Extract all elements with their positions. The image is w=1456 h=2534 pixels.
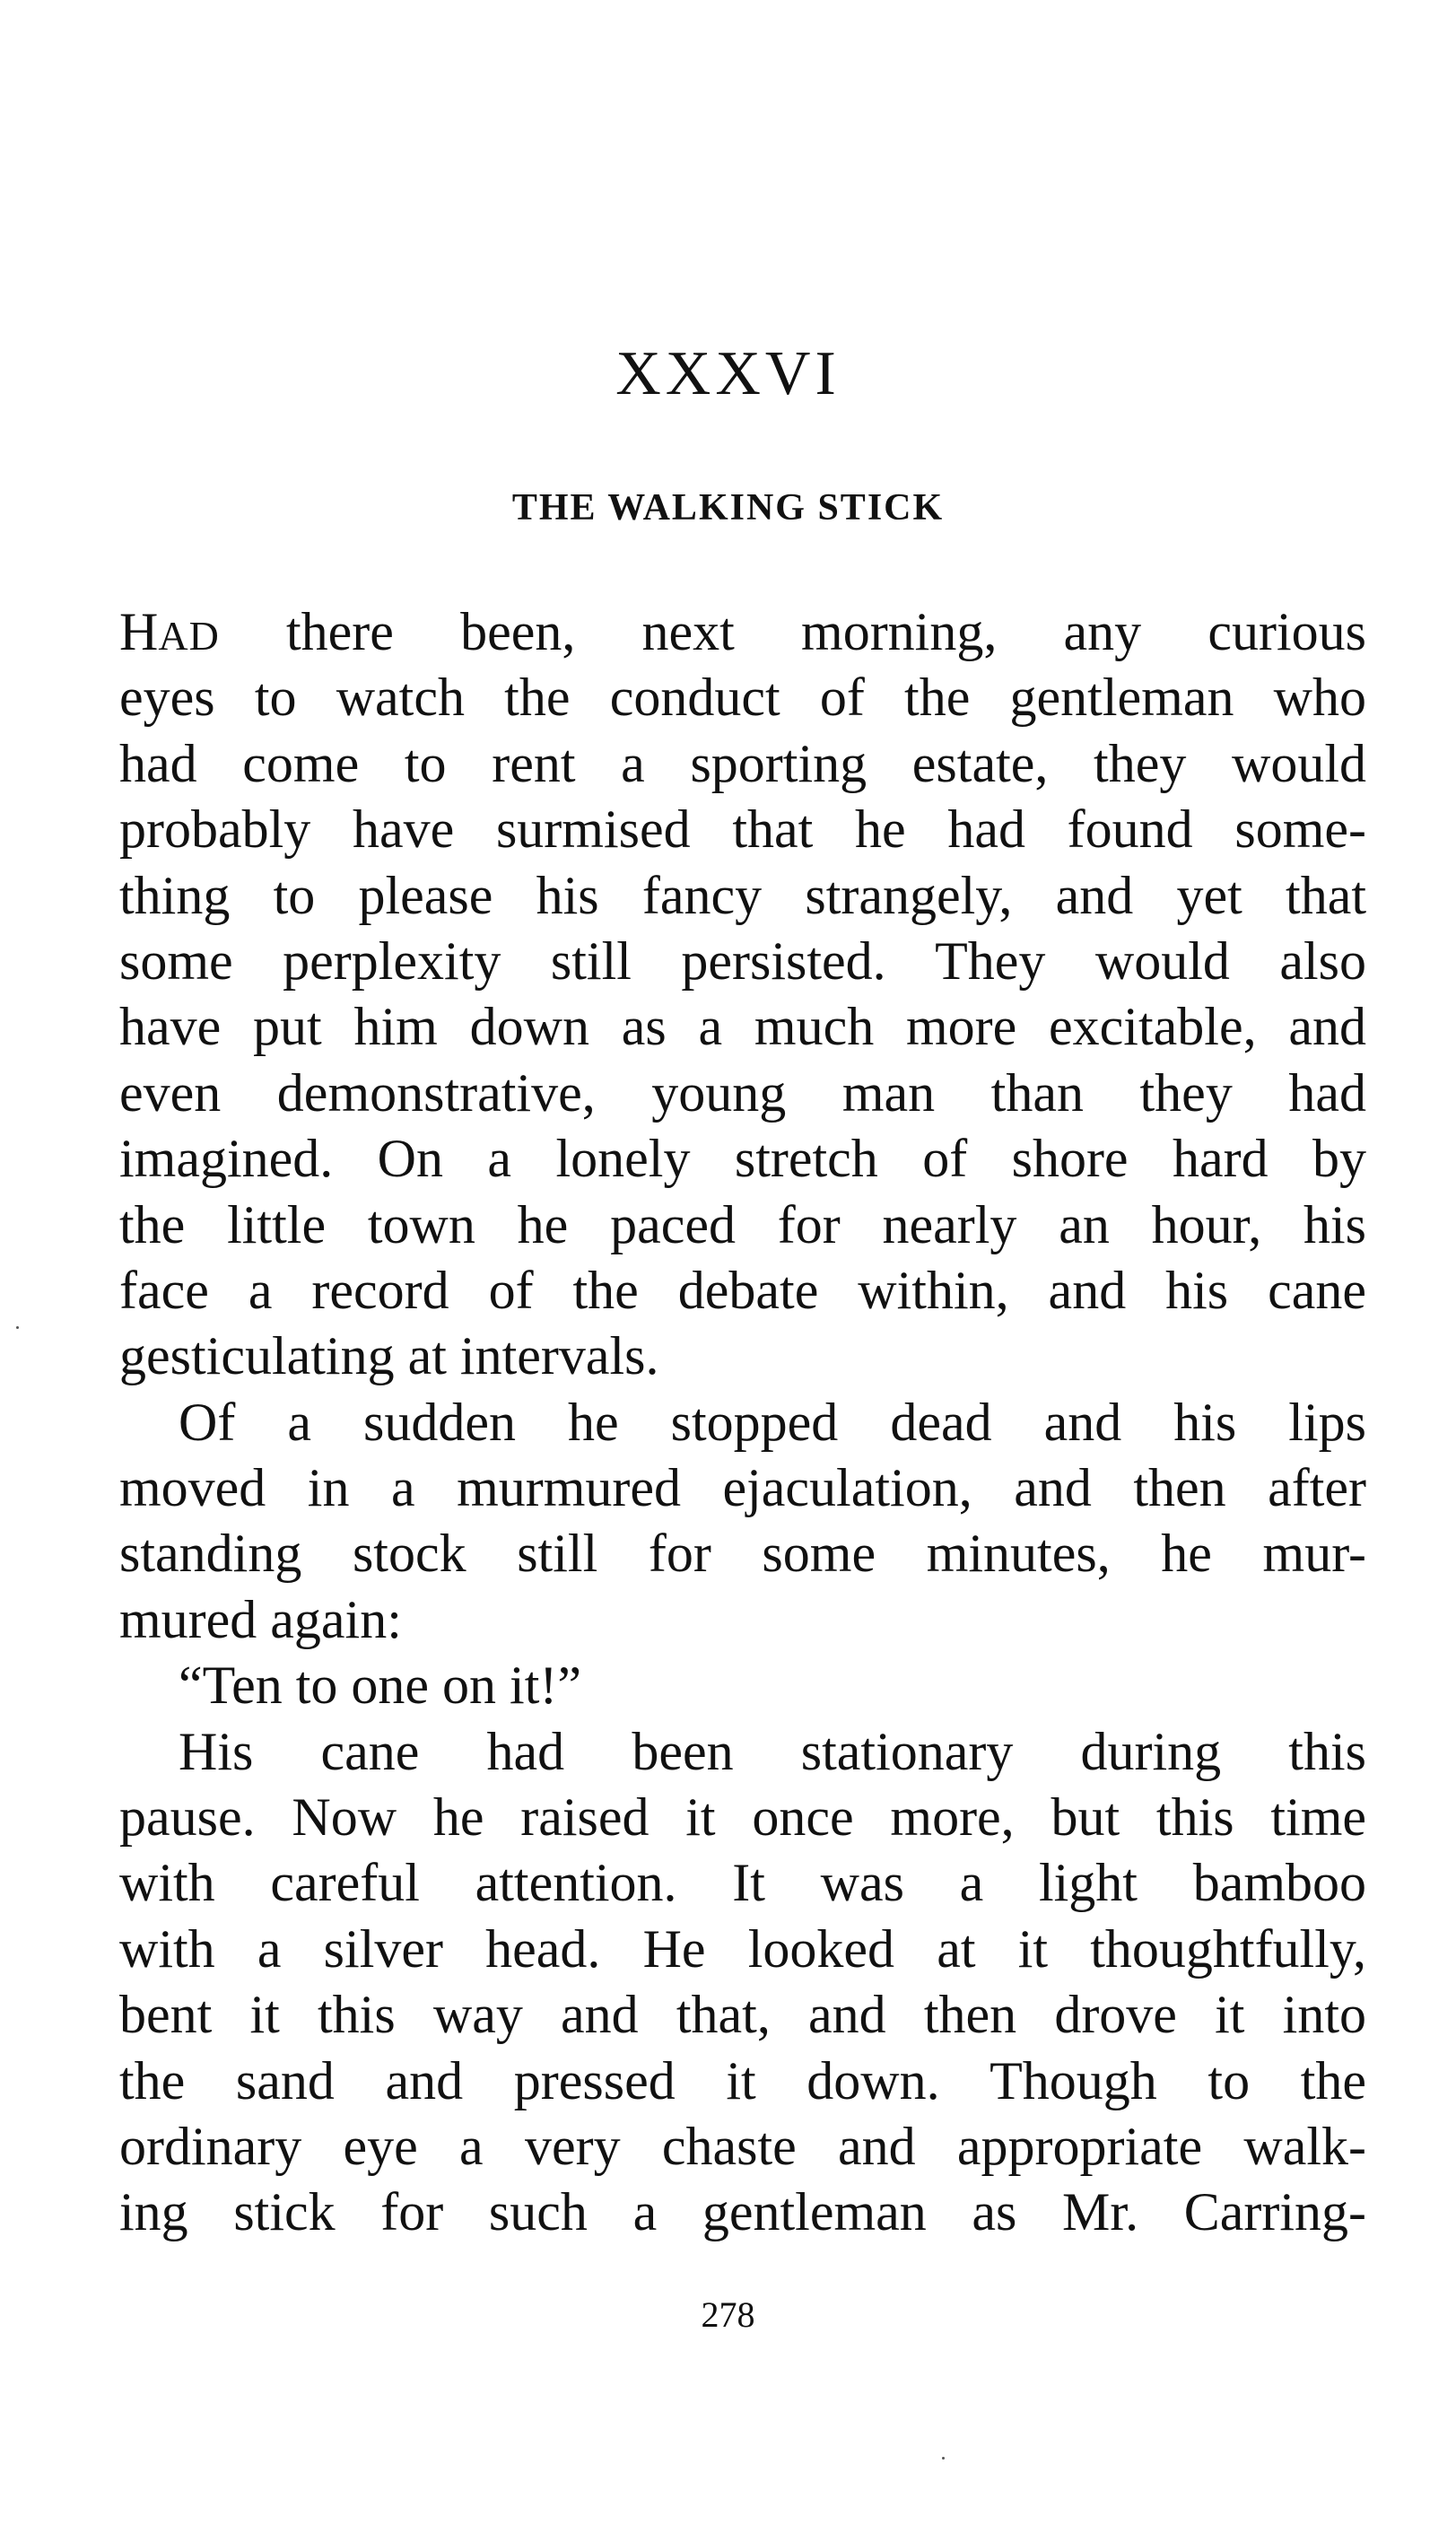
body-line: had come to rent a sporting estate, they would (119, 733, 1366, 793)
body-line: mured again: (119, 1589, 402, 1649)
body-line: imagined. On a lonely stretch of shore hard by (119, 1129, 1366, 1189)
body-line: some perplexity still persisted. They would also (119, 931, 1366, 991)
body-line: Of a sudden he stopped dead and his lips (179, 1392, 1366, 1452)
lead-small-caps: AD (158, 613, 220, 659)
body-line: the little town he paced for nearly an hour, his (119, 1194, 1366, 1254)
scan-speck (16, 1326, 19, 1329)
body-line: the sand and pressed it down. Though to the (119, 2050, 1366, 2110)
body-line: eyes to watch the conduct of the gentleman who (119, 668, 1366, 728)
body-line (119, 599, 1366, 665)
body-line: even demonstrative, young man than they had (119, 1062, 1366, 1123)
lead-capital: H (119, 602, 159, 661)
body-line: “Ten to one on it!” (179, 1656, 581, 1716)
body-line: probably have surmised that he had found some- (119, 800, 1366, 860)
body-line: ing stick for such a gentleman as Mr. Carring- (119, 2182, 1366, 2242)
body-line: gesticulating at intervals. (119, 1326, 659, 1386)
body-line: standing stock still for some minutes, he mur- (119, 1524, 1366, 1584)
body-line: with a silver head. He looked at it thoughtfully, (119, 1918, 1366, 1979)
body-line: pause. Now he raised it once more, but this time (119, 1787, 1366, 1848)
body-line: face a record of the debate within, and his cane (119, 1260, 1366, 1320)
body-line: ordinary eye a very chaste and appropriate walk- (119, 2116, 1366, 2176)
body-line: bent it this way and that, and then drove it into (119, 1985, 1366, 2045)
body-line: with careful attention. It was a light bamboo (119, 1853, 1366, 1913)
body-line: thing to please his fancy strangely, and yet that (119, 865, 1366, 925)
body-text (119, 599, 1366, 2246)
body-line: His cane had been stationary during this (179, 1721, 1366, 1781)
body-line: have put him down as a much more excitable, and (119, 997, 1366, 1057)
chapter-title: THE WALKING STICK (511, 487, 945, 529)
page-number: 278 (701, 2294, 755, 2335)
line-text: there been, next morning, any curious (219, 602, 1366, 661)
scan-speck (942, 2457, 945, 2460)
chapter-number: XXXVI (615, 339, 841, 408)
body-line: moved in a murmured ejaculation, and then after (119, 1458, 1366, 1518)
